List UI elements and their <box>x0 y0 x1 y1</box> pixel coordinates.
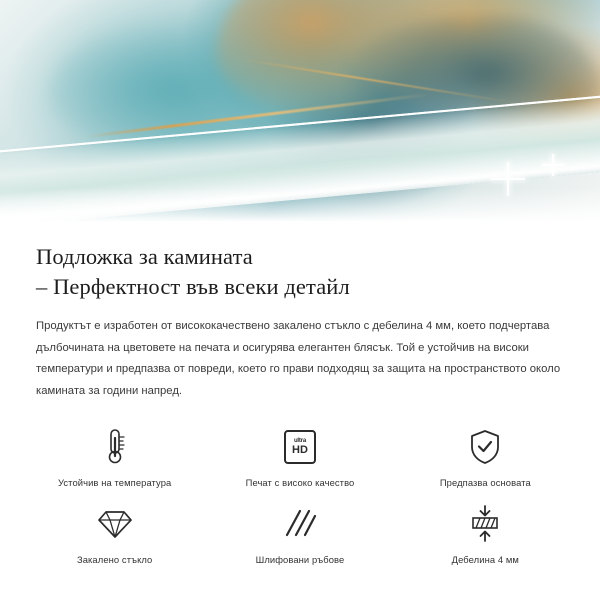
ultra-hd-icon <box>284 425 316 469</box>
feature-label: Печат с високо качество <box>245 476 355 488</box>
feature-item-polished-edges <box>207 502 392 565</box>
page-title-line-2: – Перфектност във всеки детайл <box>36 273 350 299</box>
feature-item-temperature <box>22 425 207 488</box>
ultra-hd-badge-bottom: HD <box>292 443 308 456</box>
feature-grid <box>0 425 600 566</box>
shield-check-icon <box>468 425 502 469</box>
page-title <box>36 242 564 302</box>
page-title-line-1: Подложка за камината <box>36 244 253 269</box>
feature-label: Закалено стъкло <box>76 553 153 565</box>
feature-label: Устойчив на температура <box>57 476 172 488</box>
feature-label: Шлифовани ръбове <box>255 553 345 565</box>
feature-item-surface-protection <box>393 425 578 488</box>
feature-item-tempered-glass <box>22 502 207 565</box>
diamond-icon <box>97 502 133 546</box>
image-bottom-fade <box>0 188 600 228</box>
product-description-text: Продуктът е изработен от висококачествено закалено стъкло с дебелина 4 мм, което подчертава дълбочината на цветовете на печата и осигурява елегантен блясък. Той е устойчив на високи температури и предпазва от повреди, което го прави подходящ за защита на пространството около камината за години напред. <box>36 319 561 397</box>
polished-edges-icon <box>283 502 317 546</box>
content-block <box>0 228 600 403</box>
thickness-arrows-icon <box>468 502 502 546</box>
feature-label: Предпазва основата <box>439 476 531 488</box>
feature-label: Дебелина 4 мм <box>451 553 519 565</box>
thermometer-icon <box>102 425 128 469</box>
ultra-hd-badge-top: ultra <box>293 437 306 444</box>
feature-item-thickness <box>393 502 578 565</box>
hero-product-image <box>0 0 600 228</box>
feature-item-print-quality <box>207 425 392 488</box>
